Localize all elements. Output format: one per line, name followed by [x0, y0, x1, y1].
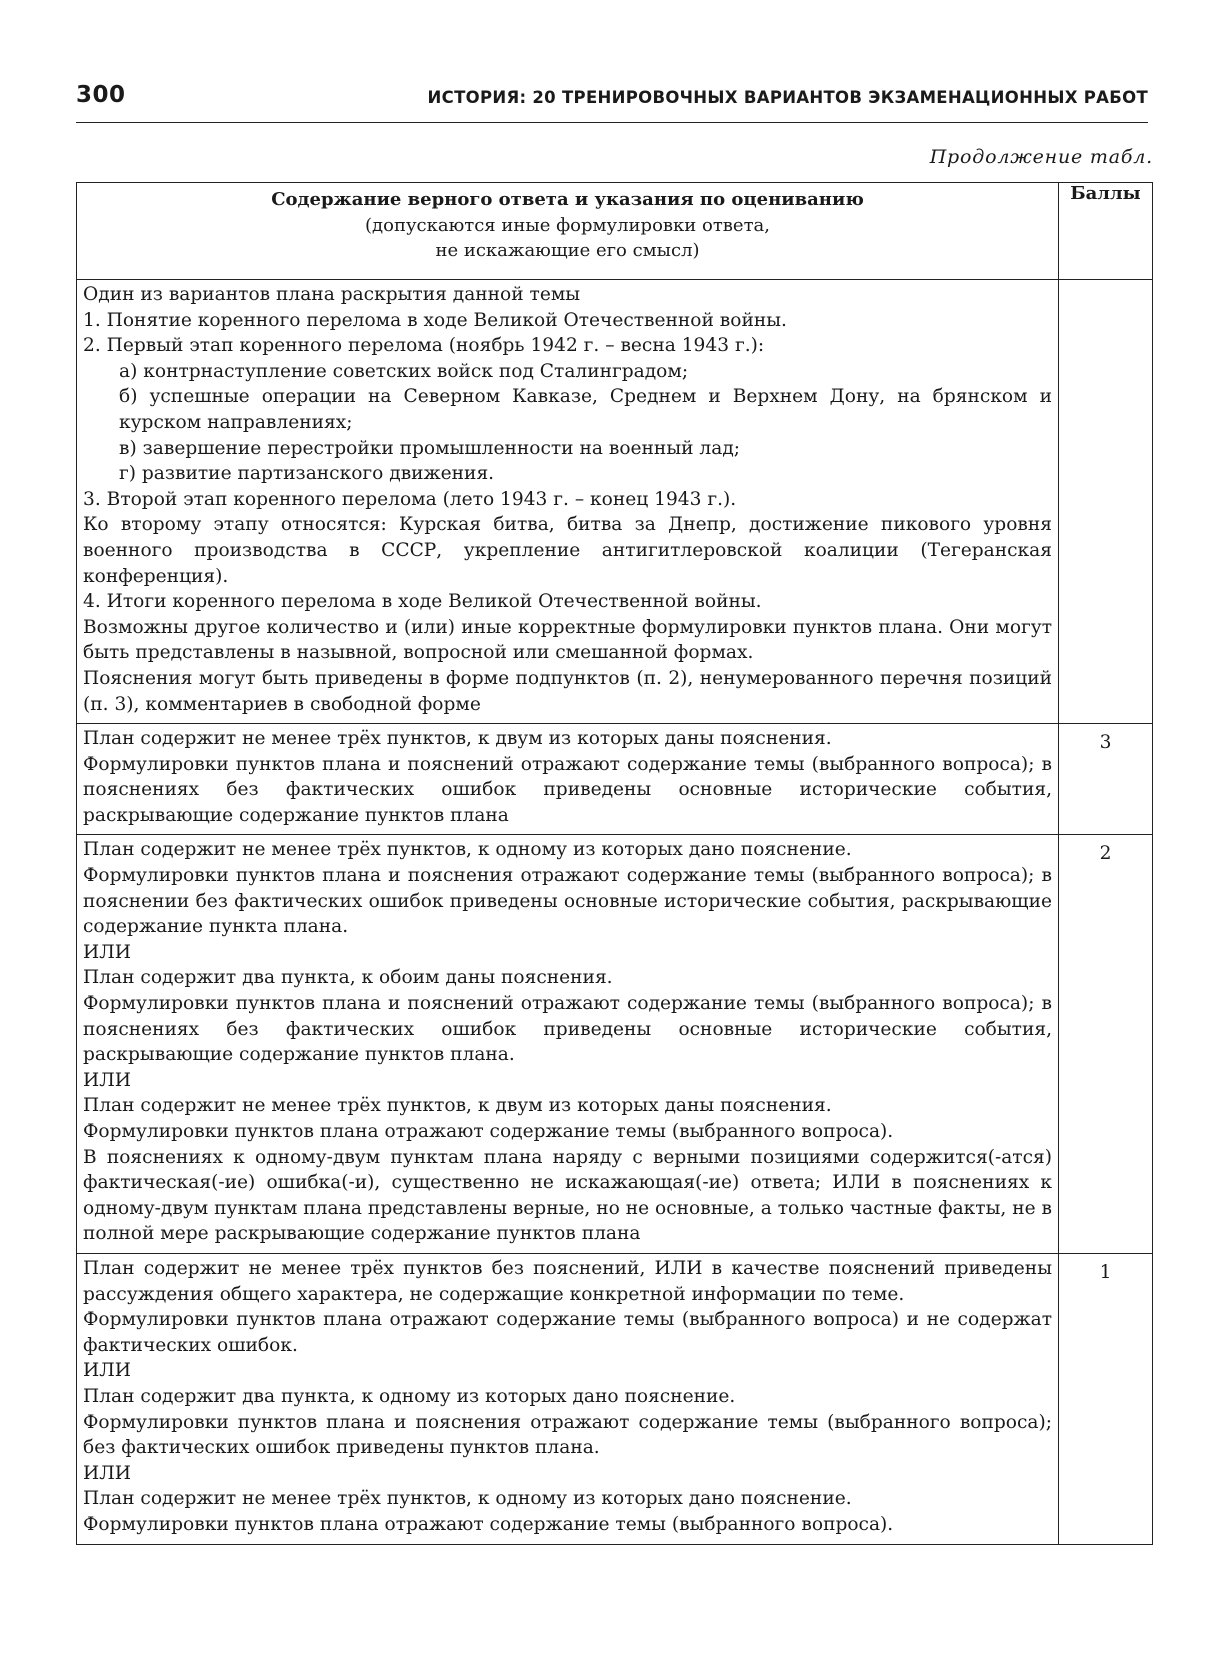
plan-line: Ко второму этапу относятся: Курская битва, битва за Днепр, достижение пикового уровня военного производства в СССР, укрепление антигитлеровской коалиции (Тегеранская конференция).: [83, 514, 1052, 587]
criteria-line: В пояснениях к одному-двум пунктам плана наряду с верными позициями содержится(-атся) фактическая(-ие) ошибка(-и), существенно не искажающая(-ие) ответа; ИЛИ в пояснениях к одному-двум пунктам плана представлены верные, но не основные, а только частные факты, не в полной мере раскрывающие содержание пунктов плана: [83, 1146, 1052, 1245]
plan-content-cell: [77, 280, 1059, 724]
plan-row: [77, 280, 1153, 724]
criteria-line: План содержит не менее трёх пунктов, к двум из которых даны пояснения.: [83, 728, 832, 750]
criteria-cell: [77, 724, 1059, 835]
plan-subitem: в) завершение перестройки промышленности на военный лад;: [119, 437, 741, 459]
content-column-header: [77, 183, 1059, 280]
criteria-line: Формулировки пунктов плана и пояснения отражают содержание темы (выбранного вопроса); в пояснении без фактических ошибок приведены основные исторические события, раскрывающие содержание пункта плана.: [83, 865, 1052, 938]
criteria-line: План содержит не менее трёх пунктов, к двум из которых даны пояснения.: [83, 1095, 832, 1117]
plan-score-cell: [1059, 280, 1153, 724]
content-header-note-1: (допускаются иные формулировки ответа,: [365, 214, 770, 236]
running-title: ИСТОРИЯ: 20 ТРЕНИРОВОЧНЫХ ВАРИАНТОВ ЭКЗАМЕНАЦИОННЫХ РАБОТ: [427, 88, 1148, 107]
grading-table: [76, 182, 1153, 1545]
score-value: 2: [1059, 835, 1153, 1254]
or-separator: ИЛИ: [83, 1360, 131, 1382]
table-continuation-label: Продолжение табл.: [929, 146, 1153, 168]
criteria-line: Формулировки пунктов плана отражают содержание темы (выбранного вопроса).: [83, 1513, 894, 1535]
score-value: 1: [1059, 1253, 1153, 1544]
or-separator: ИЛИ: [83, 1462, 131, 1484]
page-header: [76, 78, 1148, 123]
criteria-line: План содержит не менее трёх пунктов, к одному из которых дано пояснение.: [83, 1488, 852, 1510]
criteria-line: План содержит два пункта, к обоим даны пояснения.: [83, 967, 613, 989]
plan-subitem: а) контрнаступление советских войск под Сталинградом;: [119, 360, 689, 382]
score-row-2: [77, 835, 1153, 1254]
plan-line: 2. Первый этап коренного перелома (ноябрь 1942 г. – весна 1943 г.):: [83, 335, 765, 357]
plan-line: 3. Второй этап коренного перелома (лето 1943 г. – конец 1943 г.).: [83, 488, 737, 510]
or-separator: ИЛИ: [83, 941, 131, 963]
plan-line: Возможны другое количество и (или) иные корректные формулировки пунктов плана. Они могут быть представлены в назывной, вопросной или смешанной формах.: [83, 616, 1052, 664]
plan-subitem: б) успешные операции на Северном Кавказе, Среднем и Верхнем Дону, на брянском и курском направлениях;: [119, 386, 1052, 433]
content-header-note-2: не искажающие его смысл): [435, 240, 700, 261]
criteria-line: План содержит не менее трёх пунктов, к одному из которых дано пояснение.: [83, 839, 852, 861]
criteria-cell: [77, 1253, 1059, 1544]
criteria-line: План содержит два пункта, к одному из которых дано пояснение.: [83, 1385, 736, 1407]
plan-line: 4. Итоги коренного перелома в ходе Великой Отечественной войны.: [83, 591, 762, 613]
criteria-line: Формулировки пунктов плана и пояснений отражают содержание темы (выбранного вопроса); в пояснениях без фактических ошибок приведены основные исторические события, раскрывающие содержание пунктов плана.: [83, 993, 1052, 1066]
plan-subitem: г) развитие партизанского движения.: [119, 463, 495, 485]
score-row-1: [77, 1253, 1153, 1544]
criteria-line: План содержит не менее трёх пунктов без пояснений, ИЛИ в качестве пояснений приведены рассуждения общего характера, не содержащие конкретной информации по теме.: [83, 1257, 1052, 1305]
score-row-3: [77, 724, 1153, 835]
page-number: 300: [76, 82, 126, 108]
criteria-line: Формулировки пунктов плана отражают содержание темы (выбранного вопроса).: [83, 1121, 894, 1142]
or-separator: ИЛИ: [83, 1069, 131, 1091]
criteria-line: Формулировки пунктов плана и пояснений отражают содержание темы (выбранного вопроса); в пояснениях без фактических ошибок приведены основные исторические события, раскрывающие содержание пунктов плана: [83, 753, 1052, 826]
plan-line: Один из вариантов плана раскрытия данной темы: [83, 284, 581, 305]
criteria-cell: [77, 835, 1059, 1254]
criteria-line: Формулировки пунктов плана отражают содержание темы (выбранного вопроса) и не содержат фактических ошибок.: [83, 1309, 1052, 1356]
criteria-line: Формулировки пунктов плана и пояснения отражают содержание темы (выбранного вопроса); без фактических ошибок приведены пунктов плана.: [83, 1411, 1052, 1459]
score-value: 3: [1059, 724, 1153, 835]
table-header-row: [77, 183, 1153, 280]
plan-line: 1. Понятие коренного перелома в ходе Великой Отечественной войны.: [83, 309, 787, 331]
plan-line: Пояснения могут быть приведены в форме подпунктов (п. 2), ненумерованного перечня позиций (п. 3), комментариев в свободной форме: [83, 667, 1052, 715]
score-column-header: Баллы: [1059, 183, 1153, 280]
content-header-title: Содержание верного ответа и указания по оцениванию: [271, 189, 864, 210]
